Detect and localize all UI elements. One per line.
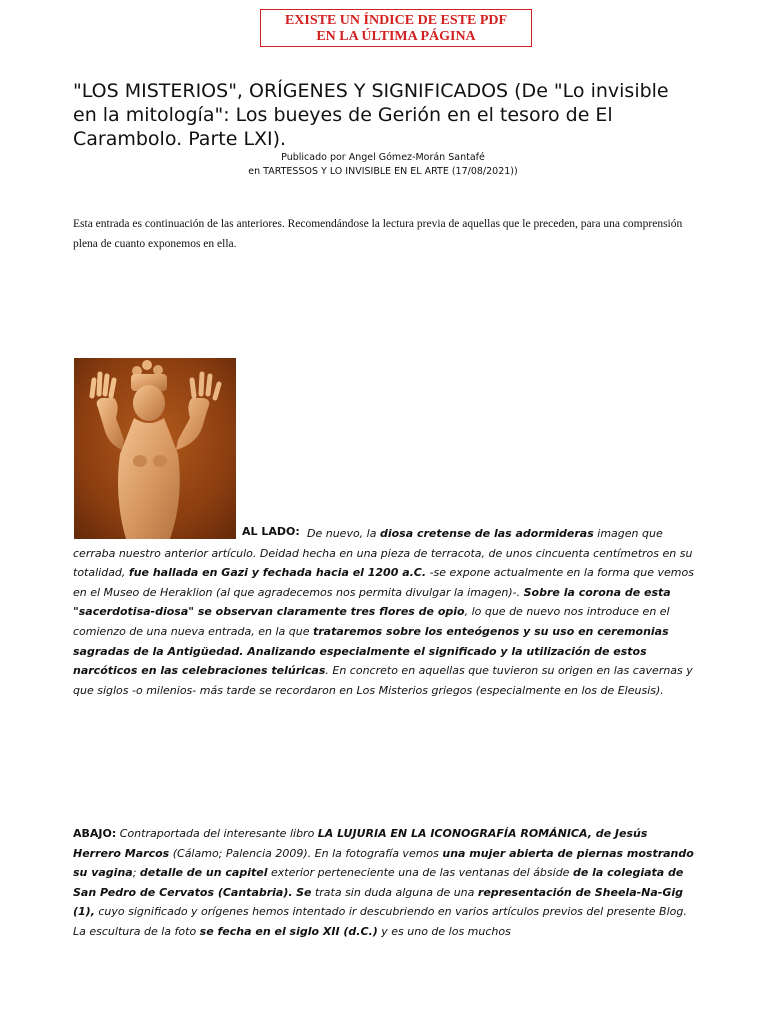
section1-bold-3: Sobre la corona de esta "sacerdotisa-diosa" se observan claramente tres flores de opio — [73, 585, 671, 619]
section1-bold-2: fue hallada en Gazi y fechada hacia el 1200 a.C. — [128, 566, 427, 580]
byline — [73, 151, 693, 179]
section2-text-2: (Cálamo; Palencia 2009). En la fotografía vemos — [169, 846, 443, 860]
section2-text-3: ; — [132, 866, 140, 880]
section1-lead: AL LADO: — [242, 525, 300, 538]
index-notice-line2: EN LA ÚLTIMA PÁGINA — [316, 29, 476, 44]
byline-author: Publicado por Angel Gómez-Morán Santafé — [281, 152, 485, 163]
section1-bold-1: diosa cretense de las adormideras — [379, 527, 594, 540]
section2-bold-4: de la colegiata de San Pedro de Cervatos (Cantabria). — [73, 866, 684, 899]
section1-text-3: -se expone actualmente en la forma que vemos en el Museo de Heraklion (al que agradecemos nos permita divulgar la imagen)-. — [73, 566, 694, 599]
byline-source: en TARTESSOS Y LO INVISIBLE EN EL ARTE (17/08/2021)) — [248, 166, 518, 177]
index-notice-line1: EXISTE UN ÍNDICE DE ESTE PDF — [284, 13, 508, 28]
section2-bold-3: detalle de un capitel — [139, 866, 268, 880]
section1-paragraph — [73, 524, 695, 700]
section1-text-2: imagen que cerraba nuestro anterior artículo. Deidad hecha en una pieza de terracota, de unos cincuenta centímetros en su totalidad, — [73, 527, 693, 580]
intro-paragraph: Esta entrada es continuación de las anteriores. Recomendándose la lectura previa de aquellas que le preceden, para una comprensión plena de cuanto exponemos en ella. — [73, 218, 683, 250]
section2-text-8: y es uno de los muchos — [377, 924, 511, 938]
section2-paragraph — [73, 824, 695, 942]
section1-text-5: . En concreto en aquellas que tuvieron su origen en las cavernas y que siglos -o milenios- más tarde se recordaron en Los Misterios griegos (especialmente en los de Eleusis). — [73, 664, 693, 697]
section2-text-1: Contraportada del interesante libro — [116, 827, 318, 840]
goddess-figurine-photo — [74, 358, 236, 539]
section2-text-7: cuyo significado y orígenes hemos intentado ir descubriendo en varios artículos previos del presente Blog. La escultura de la foto — [73, 905, 687, 938]
section2-bold-1: LA LUJURIA EN LA ICONOGRAFÍA ROMÁNICA, de Jesús Herrero Marcos — [73, 827, 648, 860]
figurine-illustration — [74, 358, 236, 539]
section2-lead: ABAJO: — [73, 827, 117, 840]
index-notice-box — [260, 9, 532, 47]
article-title: "LOS MISTERIOS", ORÍGENES Y SIGNIFICADOS (De "Lo invisible en la mitología": Los bueyes de Gerión en el tesoro de El Carambolo. Parte LXI). — [73, 80, 669, 150]
section1-bold-4: trataremos sobre los enteógenos y su uso en ceremonias sagradas de la Antigüedad. Analizando especialmente el significado y la utilización de estos narcóticos en las celebraciones telúricas — [73, 624, 669, 678]
section1-text-4: , lo que de nuevo nos introduce en el comienzo de una nueva entrada, en la que — [73, 605, 670, 638]
section2-bold-5: Se — [296, 885, 312, 899]
section2-bold-2: una mujer abierta de piernas mostrando su vagina — [73, 846, 694, 880]
section2-bold-7: se fecha en el siglo XII (d.C.) — [199, 924, 378, 938]
section2-text-6: trata sin duda alguna de una — [311, 885, 478, 899]
section1-text-1: De nuevo, la — [307, 527, 380, 540]
section2-bold-6: representación de Sheela-Na-Gig (1), — [73, 885, 684, 919]
section2-text-4: exterior perteneciente una de las ventanas del ábside — [267, 866, 573, 880]
